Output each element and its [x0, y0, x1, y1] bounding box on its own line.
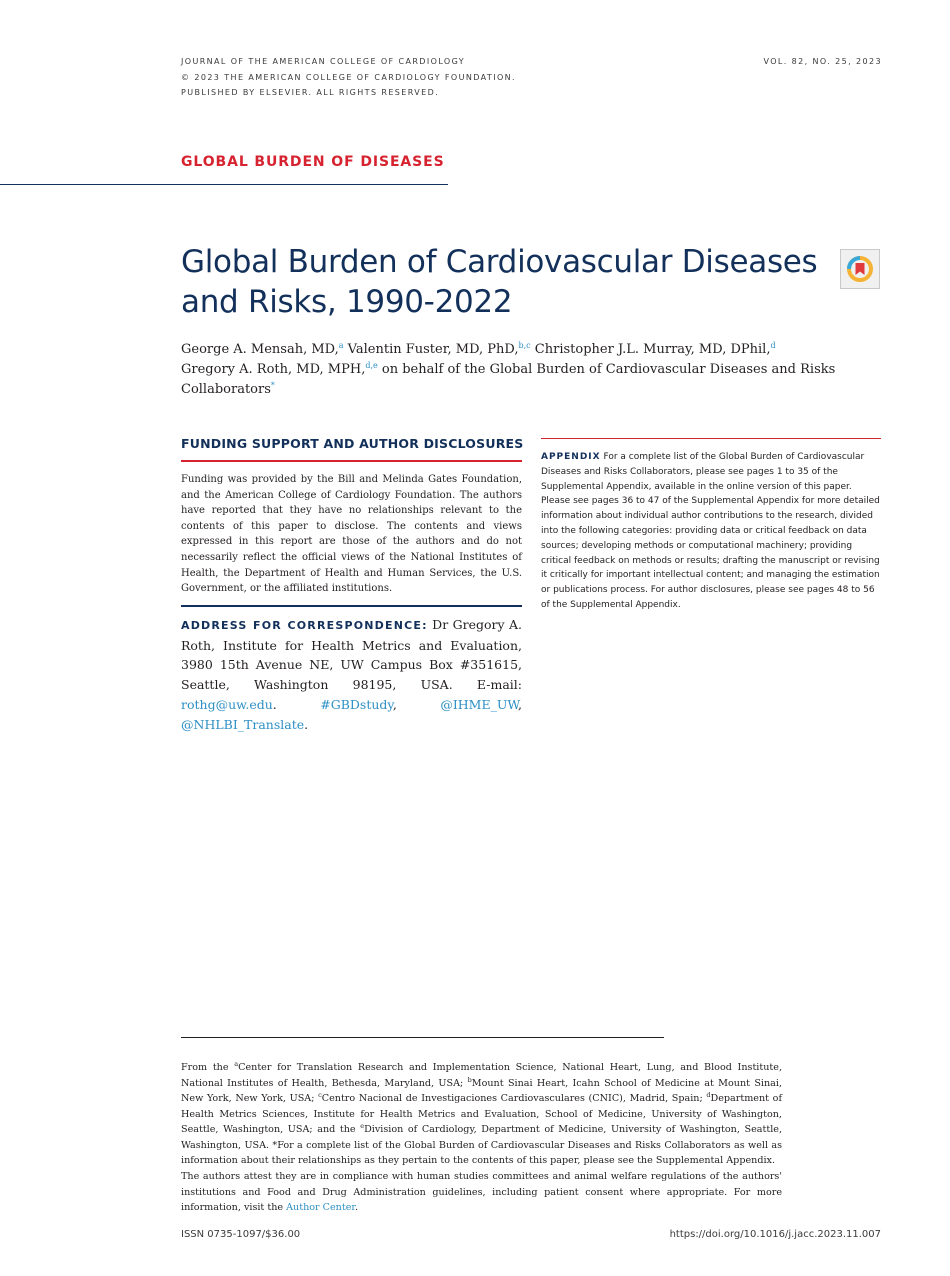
footnote-mark: c [318, 1091, 322, 1099]
section-rule [0, 184, 448, 185]
author-murray: Christopher J.L. Murray, MD, DPhil, [530, 342, 771, 357]
footnote-mark: b [467, 1075, 472, 1084]
volume-info: VOL. 82, NO. 25, 2023 [763, 57, 882, 66]
affiliation-mark[interactable]: d,e [365, 361, 378, 370]
separator: , [518, 696, 523, 712]
footnote-text: Department of Health Metrics Sciences, Institute for Health Metrics and Evaluation, School of Medicine, University of Washington, Seattle, Washington, USA; and the [181, 1093, 782, 1135]
twitter-link-nhlbi[interactable]: @NHLBI_Translate [181, 716, 305, 732]
title-line-1: Global Burden of Cardiovascular Diseases [181, 244, 818, 280]
affiliations-footnote [181, 1060, 782, 1169]
correspondence-block [181, 615, 522, 734]
copyright-line: © 2023 THE AMERICAN COLLEGE OF CARDIOLOGY FOUNDATION. [181, 72, 516, 82]
footnote-mark: e [360, 1122, 365, 1130]
issn: ISSN 0735-1097/$36.00 [181, 1229, 301, 1240]
footnote-mark: d [706, 1091, 711, 1099]
footnote-rule [181, 1037, 664, 1038]
affiliation-mark[interactable]: a [338, 341, 344, 350]
publisher-line: PUBLISHED BY ELSEVIER. ALL RIGHTS RESERVED. [181, 88, 440, 97]
author-fuster: Valentin Fuster, MD, PhD, [343, 342, 519, 357]
journal-name: JOURNAL OF THE AMERICAN COLLEGE OF CARDIOLOGY [181, 57, 466, 66]
journal-header [181, 54, 516, 101]
appendix-text: For a complete list of the Global Burden of Cardiovascular Diseases and Risks Collaborators, please see pages 1 to 35 of the Supplemental Appendix, available in the online version of this paper. Please see pages 36 to 47 of the Supplemental Appendix for more detailed information about individual author contributions to the research, divided into the following categories: providing data or critical feedback on data sources; developing methods or computational machinery; providing critical feedback on methods or results; drafting the manuscript or revising it critically for important intellectual content; and managing the estimation or publications process. For author disclosures, please see pages 48 to 56 of the Supplemental Appendix. [541, 452, 880, 610]
funding-rule [181, 460, 522, 462]
affiliation-mark[interactable]: b,c [518, 341, 531, 350]
separator: , [392, 696, 441, 712]
compliance-text: The authors attest they are in compliance with human studies committees and animal welfare regulations of the authors' institutions and Food and Drug Administration guidelines, including patient consent where appropriate. For more information, visit the [181, 1171, 782, 1213]
crossmark-icon [841, 250, 879, 288]
separator: . [272, 696, 321, 712]
correspondence-address: Dr Gregory A. Roth, Institute for Health Metrics and Evaluation, 3980 15th Avenue NE, UW Campus Box #351615, Seattle, Washington 98195, USA. E-mail: [181, 617, 522, 693]
title-line-2: and Risks, 1990-2022 [181, 284, 513, 320]
email-link[interactable]: rothg@uw.edu [181, 696, 273, 712]
appendix-rule [541, 438, 881, 439]
collaborators-note: on behalf of the Global Burden of Cardiovascular Diseases and Risks Collaborators [181, 362, 836, 397]
section-tag: GLOBAL BURDEN OF DISEASES [181, 154, 445, 170]
correspondence-label: ADDRESS FOR CORRESPONDENCE: [181, 619, 428, 632]
footnote-mark: a [234, 1060, 239, 1068]
footnote-text: From the [181, 1062, 235, 1073]
funding-heading: FUNDING SUPPORT AND AUTHOR DISCLOSURES [181, 436, 524, 451]
footnote-text: Division of Cardiology, Department of Medicine, University of Washington, Seattle, Washington, USA. *For a complete list of the Global Burden of Cardiovascular Diseases and Risks Collaborators as well as information about their relationships as they pertain to the contents of this paper, please see the Supplemental Appendix. [181, 1124, 782, 1166]
crossmark-badge-icon[interactable] [840, 249, 880, 289]
twitter-link-ihme[interactable]: @IHME_UW [440, 696, 519, 712]
article-title [181, 242, 831, 322]
correspondence-rule [181, 605, 522, 607]
funding-text: Funding was provided by the Bill and Melinda Gates Foundation, and the American College of Cardiology Foundation. The authors have reported that they have no relationships relevant to the contents of this paper to disclose. The contents and views expressed in this report are those of the authors and do not necessarily reflect the official views of the National Institutes of Health, the Department of Health and Human Services, the U.S. Government, or the affiliated institutions. [181, 474, 522, 595]
footnote-text: Centro Nacional de Investigaciones Cardiovasculares (CNIC), Madrid, Spain; [321, 1093, 707, 1104]
compliance-footnote [181, 1169, 782, 1216]
author-roth: Gregory A. Roth, MD, MPH, [181, 362, 366, 377]
affiliation-mark[interactable]: * [270, 381, 275, 390]
separator: . [354, 1202, 358, 1213]
affiliation-mark[interactable]: d [770, 341, 776, 350]
author-center-link[interactable]: Author Center [286, 1202, 355, 1213]
doi-link[interactable]: https://doi.org/10.1016/j.jacc.2023.11.007 [669, 1229, 881, 1240]
hashtag-link[interactable]: #GBDstudy [320, 696, 393, 712]
author-list [181, 340, 881, 400]
footnote-text: Center for Translation Research and Implementation Science, National Heart, Lung, and Blood Institute, National Institutes of Health, Bethesda, Maryland, USA; [181, 1062, 782, 1089]
separator: . [304, 716, 309, 732]
footnote-text: Mount Sinai Heart, Icahn School of Medicine at Mount Sinai, New York, New York, USA; [181, 1077, 782, 1104]
appendix-block [541, 450, 881, 613]
appendix-label: APPENDIX [541, 452, 601, 462]
author-mensah: George A. Mensah, MD, [181, 342, 339, 357]
